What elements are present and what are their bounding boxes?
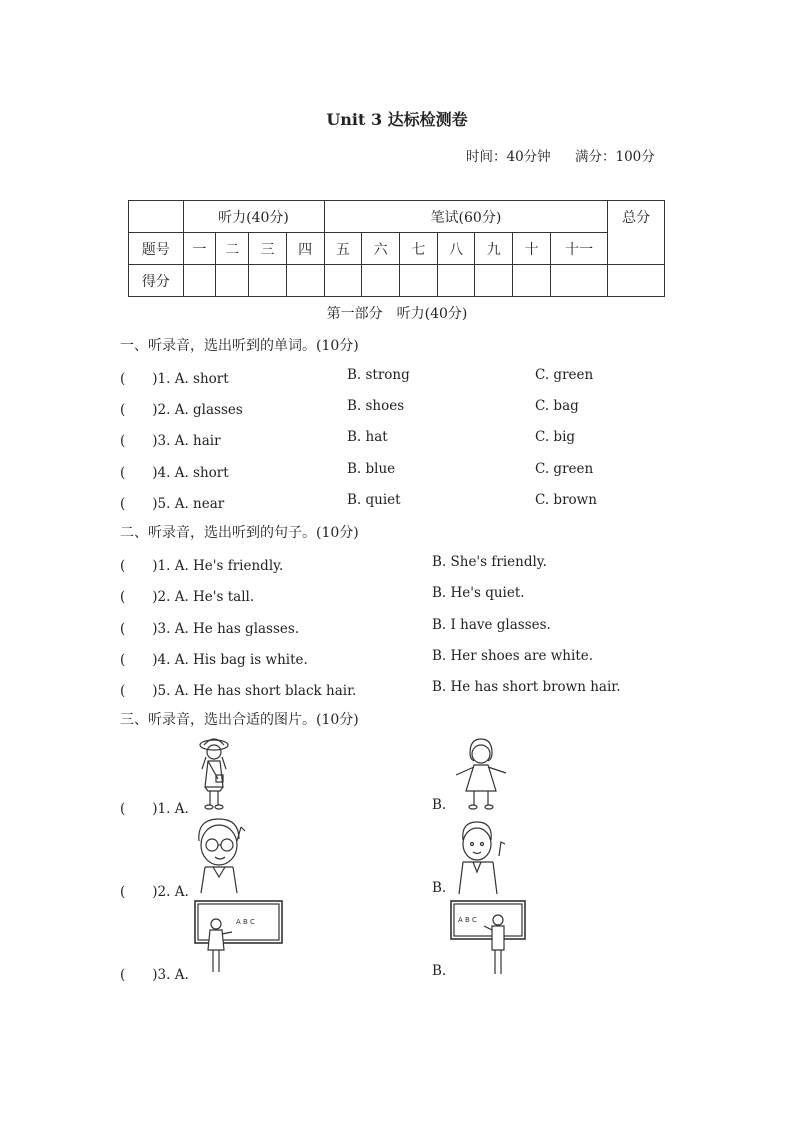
score-cell[interactable]	[513, 265, 551, 297]
s1-q1-c: C. green	[535, 367, 594, 383]
score-cell[interactable]	[286, 265, 324, 297]
s2-q5-b: B. He has short brown hair.	[432, 679, 621, 695]
s1-q3-c: C. big	[535, 429, 576, 445]
s1-q2-a: ( )2. A. glasses	[120, 402, 243, 418]
s3-q2-a: ( )2. A.	[120, 884, 189, 900]
s2-q1-a: ( )1. A. He's friendly.	[120, 558, 284, 574]
section-number: 四	[286, 233, 324, 265]
s1-q1-a: ( )1. A. short	[120, 371, 229, 387]
section-number: 八	[437, 233, 475, 265]
s1-q2-b: B. shoes	[347, 398, 405, 414]
girl-with-hat-illustration	[192, 735, 237, 813]
score-table-corner	[129, 201, 184, 233]
blackboard-text: A B C	[458, 916, 477, 924]
time-limit: 时间：40分钟	[466, 149, 551, 165]
section-number: 三	[249, 233, 287, 265]
s2-q4-a: ( )4. A. His bag is white.	[120, 652, 308, 668]
s2-q3-a: ( )3. A. He has glasses.	[120, 621, 300, 637]
s2-q1-b: B. She's friendly.	[432, 554, 547, 570]
section-number: 七	[399, 233, 437, 265]
boy-raising-hand-illustration	[453, 818, 509, 896]
s1-q4-c: C. green	[535, 461, 594, 477]
score-cell[interactable]	[399, 265, 437, 297]
section3-title: 三、听录音，选出合适的图片。(10分)	[120, 712, 359, 728]
girl-at-blackboard-illustration	[194, 900, 284, 978]
score-table	[128, 200, 665, 297]
s3-q1-b: B.	[432, 797, 447, 813]
total-score-cell[interactable]	[608, 265, 665, 297]
section-number: 九	[475, 233, 513, 265]
score-cell[interactable]	[437, 265, 475, 297]
writing-header: 笔试(60分)	[324, 201, 608, 233]
section-number: 一	[183, 233, 216, 265]
boy-at-blackboard-illustration	[450, 900, 530, 978]
boy-with-glasses-illustration	[193, 815, 251, 895]
score-cell[interactable]	[324, 265, 362, 297]
page-title: Unit 3 达标检测卷	[326, 110, 468, 129]
s2-q5-a: ( )5. A. He has short black hair.	[120, 683, 357, 699]
s2-q3-b: B. I have glasses.	[432, 617, 551, 633]
girl-in-dress-illustration	[450, 737, 512, 813]
score-cell[interactable]	[362, 265, 400, 297]
s3-q3-a: ( )3. A.	[120, 967, 189, 983]
s2-q2-b: B. He's quiet.	[432, 585, 525, 601]
s1-q5-b: B. quiet	[347, 492, 401, 508]
section-number: 十	[513, 233, 551, 265]
s2-q4-b: B. Her shoes are white.	[432, 648, 594, 664]
score-cell[interactable]	[183, 265, 216, 297]
s1-q1-b: B. strong	[347, 367, 410, 383]
full-score: 满分：100分	[574, 149, 655, 165]
s1-q4-b: B. blue	[347, 461, 396, 477]
section-number: 十一	[550, 233, 608, 265]
s3-q3-b: B.	[432, 963, 447, 979]
question-number-label: 题号	[129, 233, 184, 265]
section-number: 二	[216, 233, 249, 265]
s1-q5-a: ( )5. A. near	[120, 496, 225, 512]
s2-q2-a: ( )2. A. He's tall.	[120, 589, 255, 605]
blackboard-text: A B C	[236, 918, 255, 926]
s3-q1-a: ( )1. A.	[120, 801, 189, 817]
s3-q2-b: B.	[432, 880, 447, 896]
score-cell[interactable]	[216, 265, 249, 297]
part1-title: 第一部分 听力(40分)	[326, 306, 468, 322]
score-cell[interactable]	[475, 265, 513, 297]
score-cell[interactable]	[249, 265, 287, 297]
score-cell[interactable]	[550, 265, 608, 297]
s1-q4-a: ( )4. A. short	[120, 465, 229, 481]
s1-q3-a: ( )3. A. hair	[120, 433, 221, 449]
section1-title: 一、听录音，选出听到的单词。(10分)	[120, 338, 359, 354]
s1-q2-c: C. bag	[535, 398, 579, 414]
total-header: 总分	[608, 201, 665, 265]
score-label: 得分	[129, 265, 184, 297]
section2-title: 二、听录音，选出听到的句子。(10分)	[120, 525, 359, 541]
s1-q3-b: B. hat	[347, 429, 388, 445]
exam-meta	[466, 145, 655, 165]
s1-q5-c: C. brown	[535, 492, 597, 508]
section-number: 五	[324, 233, 362, 265]
section-number: 六	[362, 233, 400, 265]
listening-header: 听力(40分)	[183, 201, 324, 233]
